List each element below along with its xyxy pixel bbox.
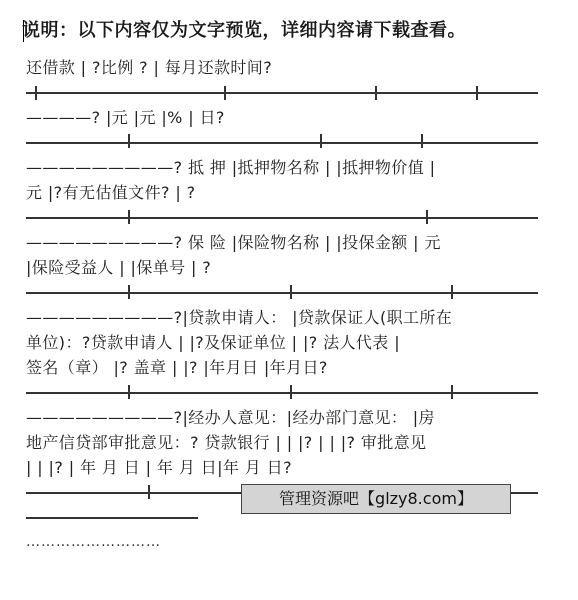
table-rule — [26, 292, 538, 294]
table-tick — [128, 210, 130, 224]
preview-notice: 说明：以下内容仅为文字预览，详细内容请下载查看。 — [22, 20, 466, 41]
form-line-5: —————————? 保 险 |保险物名称 | |投保金额 | 元 — [26, 233, 441, 252]
form-line-12: | | |? | 年 月 日 | 年 月 日|年 月 日? — [26, 458, 292, 477]
content-ellipsis: ……………………… — [26, 534, 161, 550]
table-tick — [148, 485, 150, 499]
form-line-7: —————————?|贷款申请人： |贷款保证人(职工所在 — [26, 308, 453, 327]
form-line-11: 地产信贷部审批意见：? 贷款银行 | | |? | | |? 审批意见 — [26, 433, 427, 452]
table-tick — [290, 385, 292, 399]
table-tick — [128, 385, 130, 399]
table-tick — [451, 385, 453, 399]
table-rule — [26, 217, 538, 219]
form-line-10: —————————?|经办人意见：|经办部门意见： |房 — [26, 408, 435, 427]
table-tick — [224, 86, 226, 100]
form-line-6: |保险受益人 | |保单号 | ? — [26, 258, 212, 277]
table-tick — [476, 86, 478, 100]
table-rule — [26, 517, 198, 519]
table-tick — [128, 285, 130, 299]
table-tick — [290, 285, 292, 299]
table-tick — [421, 134, 423, 148]
form-line-2: ————? |元 |元 |% | 日? — [26, 108, 225, 127]
form-line-3: —————————? 抵 押 |抵押物名称 | |抵押物价值 | — [26, 158, 436, 177]
table-tick — [320, 134, 322, 148]
table-tick — [375, 86, 377, 100]
table-tick — [35, 86, 37, 100]
form-line-4: 元 |?有无估值文件? | ? — [26, 183, 196, 202]
table-rule — [26, 92, 538, 94]
table-tick — [128, 134, 130, 148]
form-line-1: 还借款 | ?比例 ? | 每月还款时间? — [26, 58, 273, 77]
table-rule — [26, 392, 538, 394]
table-rule — [26, 142, 538, 144]
site-watermark: 管理资源吧【glzy8.com】 — [241, 484, 511, 514]
table-tick — [451, 285, 453, 299]
form-line-9: 签名（章） |? 盖章 | |? |年月日 |年月日? — [26, 358, 328, 377]
table-tick — [426, 210, 428, 224]
form-line-8: 单位)：?贷款申请人 | |?及保证单位 | |? 法人代表 | — [26, 333, 400, 352]
